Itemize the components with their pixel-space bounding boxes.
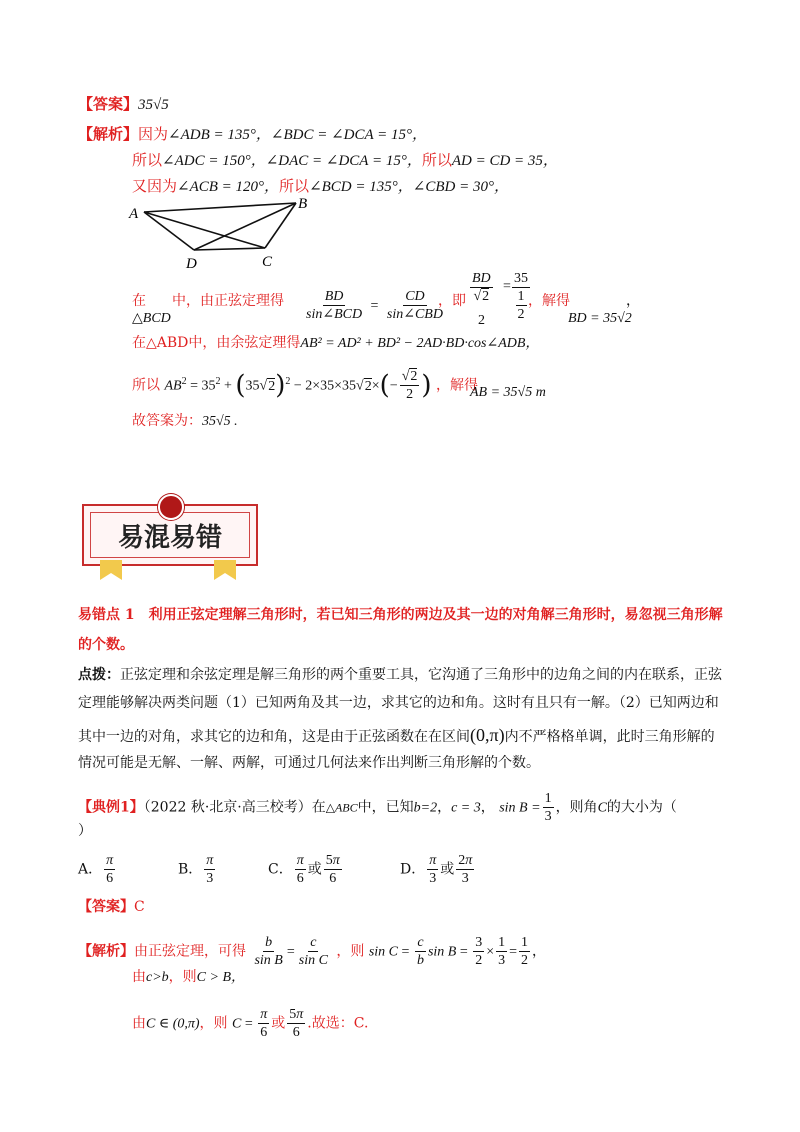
sine-law-ji: ，即 xyxy=(438,293,466,309)
option-b[interactable]: B． $\frac{\pi}{3}$ xyxy=(178,853,214,886)
banner-title: 易混易错 xyxy=(90,512,250,558)
answer-row xyxy=(78,94,169,115)
example-1-close: ） xyxy=(78,823,92,839)
example-1-stem: 【典例1】（2022 秋·北京·高三校考）在△ABC中，已知b=2，c = 3， sin B = $\frac{1}{3}$ ，则角C的大小为（ xyxy=(78,791,677,824)
option-d[interactable]: D． $\frac{\pi}{3}$ 或 $\frac{2\pi}{3}$ xyxy=(400,853,473,886)
point-c-label: C xyxy=(262,254,273,270)
ribbon-left-icon xyxy=(100,560,122,580)
example-1-solution-3: 由C ∈ (0,π)，则 C = $\frac{\pi}{6}$ 或 $\frac{5\pi}{6}$ .故选：C. xyxy=(132,1007,369,1040)
point-a-label: A xyxy=(129,206,139,222)
tip-line-3: 其中一边的对角，求其它的边和角，这是由于正弦函数在在区间(0,π)内不严格格单调，此时三角形解的 xyxy=(78,725,715,745)
ribbon-right-icon xyxy=(214,560,236,580)
sine-law-formula: $\frac{BD}{\text{sin∠BCD}}$ = $\frac{CD}{\text{sin∠CBD}}$ xyxy=(306,289,443,322)
answer-label: 【答案】 xyxy=(78,95,139,113)
so-line: 所以 $AB^2 = 35^2 + (35√2)^2 - 2\times 35\times 35√2\times(-$ $\frac{√2}{2}$ ) ，解得 xyxy=(132,369,479,402)
banner-ribbons xyxy=(96,560,246,582)
tip-line-2: 定理能够解决两类问题（1）已知两角及其一边，求其它的边和角。这时有且只有一解。（2）已知两边和 xyxy=(78,695,719,711)
example-1-answer: 【答案】C xyxy=(78,899,145,915)
banner-pin-icon xyxy=(158,494,184,520)
example-1-solution-2: 由c>b，则C > B， xyxy=(132,969,246,985)
sine-law-denominator: 2 xyxy=(478,313,485,328)
point-b-label: B xyxy=(298,196,308,212)
sine-law-pre: 在 xyxy=(132,293,146,309)
sine-law-comma: ， xyxy=(626,293,640,309)
final-line: 故答案为：35√5 . xyxy=(132,413,238,429)
sine-law-result: BD = 35√2 xyxy=(568,311,632,326)
pitfall-line-2: 的个数。 xyxy=(78,637,134,653)
example-1-solution-1: 【解析】由正弦定理，可得 $\frac{b}{\text{sin B}}$ = $\frac{c}{\text{sin C}}$ ，则 sin C = $\frac{c}{b}$ sin B = $\frac{3}{2}$ × $\frac{1}{3}$ = $\frac{1}{2}$ ， xyxy=(78,935,547,968)
sine-law-equals: = xyxy=(503,279,511,294)
option-a[interactable]: A． $\frac{\pi}{6}$ xyxy=(78,853,114,886)
pitfall-line-1: 易错点 1 利用正弦定理解三角形时，若已知三角形的两边及其一边的对角解三角形时，易忽视三角形解 xyxy=(78,607,723,623)
analysis-line-2: 所以∠ADC = 150°，∠DAC = ∠DCA = 15°，所以AD = CD = 35， xyxy=(132,151,558,169)
analysis-line-3: 又因为∠ACB = 120°，所以∠BCD = 135°，∠CBD = 30°， xyxy=(132,177,509,195)
sine-law-triangle: △BCD xyxy=(132,311,171,326)
sine-law-mid: 中，由正弦定理得 xyxy=(172,293,284,309)
tip-line-1: 点拨：正弦定理和余弦定理是解三角形的两个重要工具，它沟通了三角形中的边角之间的内在联系，正弦 xyxy=(78,667,722,683)
option-c[interactable]: C． $\frac{\pi}{6}$ 或 $\frac{5\pi}{6}$ xyxy=(268,853,340,886)
analysis-line-1: 【解析】因为∠ADB = 135°，∠BDC = ∠DCA = 15°， xyxy=(78,125,427,143)
sine-law-rhs: $\frac{35}{\frac{1}{2}}$ xyxy=(514,271,528,322)
sine-law-jiede: ，解得 xyxy=(528,293,570,309)
so-result: AB = 35√5 m xyxy=(470,385,546,400)
analysis-label: 【解析】 xyxy=(78,125,139,143)
quadrilateral-diagram xyxy=(120,196,320,272)
cosine-law-line: 在△ABD中，由余弦定理得AB² = AD² + BD² − 2AD·BD·cos∠ADB， xyxy=(132,335,540,351)
answer-value: 35√5 xyxy=(138,97,169,113)
sine-law-numeric: $\frac{BD}{√2}$ xyxy=(472,271,491,304)
tip-line-4: 情况可能是无解、一解、两解，可通过几何法来作出判断三角形解的个数。 xyxy=(78,755,540,771)
point-d-label: D xyxy=(186,256,197,272)
